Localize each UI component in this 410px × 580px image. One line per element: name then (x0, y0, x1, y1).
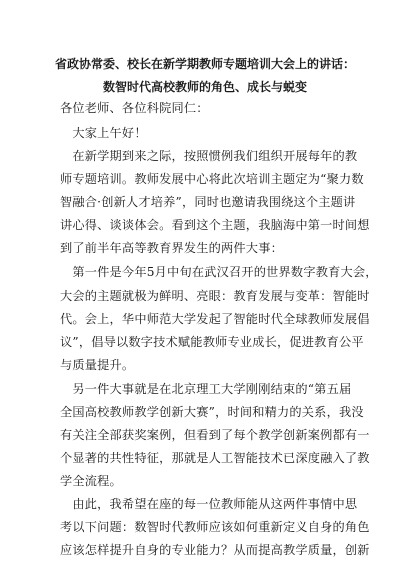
body-line: 另一件大事就是在北京理工大学刚刚结束的“第五届 (60, 382, 352, 396)
body-line: 有关注全部获奖案例，但看到了每个教学创新案例都有一 (60, 428, 370, 442)
body-line: 学全流程。 (60, 474, 122, 488)
body-line: 第一件是今年5月中旬在武汉召开的世界数字教育大会， (60, 265, 378, 279)
body-line: 大会的主题就极为鲜明、亮眼：教育发展与变革：智能时 (60, 289, 370, 303)
body-line: 师专题培训。教师发展中心将此次培训主题定为“聚力数 (60, 172, 364, 186)
body-line: 在新学期到来之际，按照惯例我们组织开展每年的教 (60, 149, 358, 163)
body-line: 代。会上，华中师范大学发起了智能时代全球教师发展倡 (60, 312, 370, 326)
speech-subtitle: 数智时代高校教师的角色、成长与蜕变 (102, 80, 307, 94)
body-line: 考以下问题：数智时代教师应该如何重新定义自身的角色 (60, 520, 370, 534)
body-line: 与质量提升。 (60, 358, 135, 372)
speech-title: 省政协常委、校长在新学期教师专题培训大会上的讲话： (54, 57, 355, 71)
body-line: 全国高校教师教学创新大赛”，时间和精力的关系，我没 (60, 405, 364, 419)
body-line: 议”，倡导以数字技术赋能教师专业成长，促进教育公平 (60, 335, 364, 349)
salutation: 各位老师、各位科院同仁： (60, 101, 209, 115)
body-line: 讲心得、谈谈体会。看到这个主题，我脑海中第一时间想 (60, 218, 370, 232)
body-line: 个显著的共性特征，那就是人工智能技术已深度融入了教 (60, 451, 370, 465)
body-line: 由此，我希望在座的每一位教师能从这两件事情中思 (60, 497, 358, 511)
greeting: 大家上午好！ (60, 126, 147, 140)
body-line: 智融合·创新人才培养”，同时也邀请我围绕这个主题讲 (60, 195, 356, 209)
body-line: 到了前半年高等教育界发生的两件大事： (60, 241, 283, 255)
body-line: 应该怎样提升自身的专业能力？从而提高教学质量，创新 (60, 543, 370, 557)
